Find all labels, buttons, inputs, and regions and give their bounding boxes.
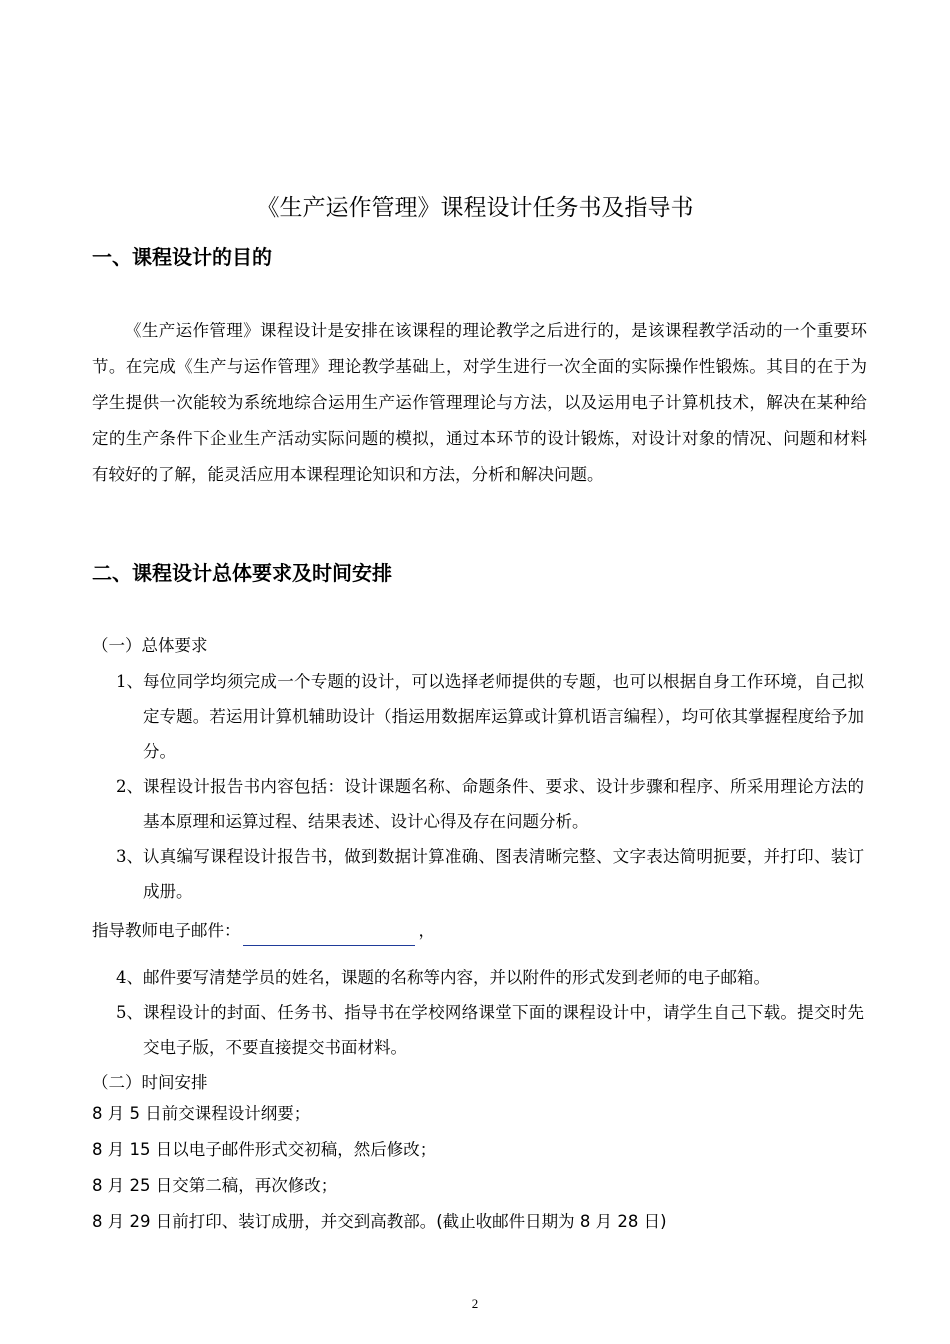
item-number: 4、 [116,968,143,987]
item-number: 1、 [116,672,143,691]
email-label: 指导教师电子邮件： [92,921,241,940]
item-number: 2、 [116,777,143,796]
requirement-item-5 [116,995,864,1065]
item-text: 认真编写课程设计报告书，做到数据计算准确、图表清晰完整、文字表达简明扼要，并打印、装订成册。 [143,847,864,901]
email-blank-field [243,923,415,946]
schedule-item: 8 月 5 日前交课程设计纲要； [92,1104,311,1123]
email-trailing-comma: ， [418,921,435,940]
requirement-item-2 [116,769,864,839]
requirement-item-3 [116,839,864,909]
page-title: 《生产运作管理》课程设计任务书及指导书 [256,195,694,221]
item-number: 3、 [116,847,143,866]
schedule-item: 8 月 29 日前打印、装订成册，并交到高教部。(截止收邮件日期为 8 月 28 日) [92,1212,667,1231]
purpose-paragraph: 《生产运作管理》课程设计是安排在该课程的理论教学之后进行的，是该课程教学活动的一个重要环节。在完成《生产与运作管理》理论教学基础上，对学生进行一次全面的实际操作性锻炼。其目的在于为学生提供一次能较为系统地综合运用生产运作管理理论与方法，以及运用电子计算机技术，解决在某种给定的生产条件下企业生产活动实际问题的模拟，通过本环节的设计锻炼，对设计对象的情况、问题和材料有较好的了解，能灵活应用本课程理论知识和方法，分析和解决问题。 [92,321,867,484]
requirement-item-1 [116,664,864,769]
item-text: 每位同学均须完成一个专题的设计，可以选择老师提供的专题，也可以根据自身工作环境，自己拟定专题。若运用计算机辅助设计（指运用数据库运算或计算机语言编程），均可依其掌握程度给予加分。 [143,672,864,761]
page-number: 2 [471,1296,479,1311]
section-heading-purpose: 一、课程设计的目的 [92,245,272,269]
requirement-item-4 [116,960,864,995]
item-text: 课程设计的封面、任务书、指导书在学校网络课堂下面的课程设计中，请学生自己下载。提交时先交电子版，不要直接提交书面材料。 [143,1003,864,1057]
subheading-overall-requirements: （一）总体要求 [92,636,208,655]
item-text: 课程设计报告书内容包括：设计课题名称、命题条件、要求、设计步骤和程序、所采用理论方法的基本原理和运算过程、结果表述、设计心得及存在问题分析。 [143,777,864,831]
schedule-item: 8 月 15 日以电子邮件形式交初稿，然后修改； [92,1140,437,1159]
item-number: 5、 [116,1003,143,1022]
instructor-email-line [92,916,435,946]
schedule-item: 8 月 25 日交第二稿，再次修改； [92,1176,338,1195]
item-text: 邮件要写清楚学员的姓名，课题的名称等内容，并以附件的形式发到老师的电子邮箱。 [143,968,770,987]
subheading-schedule: （二）时间安排 [92,1073,208,1092]
section-heading-requirements: 二、课程设计总体要求及时间安排 [92,561,392,585]
